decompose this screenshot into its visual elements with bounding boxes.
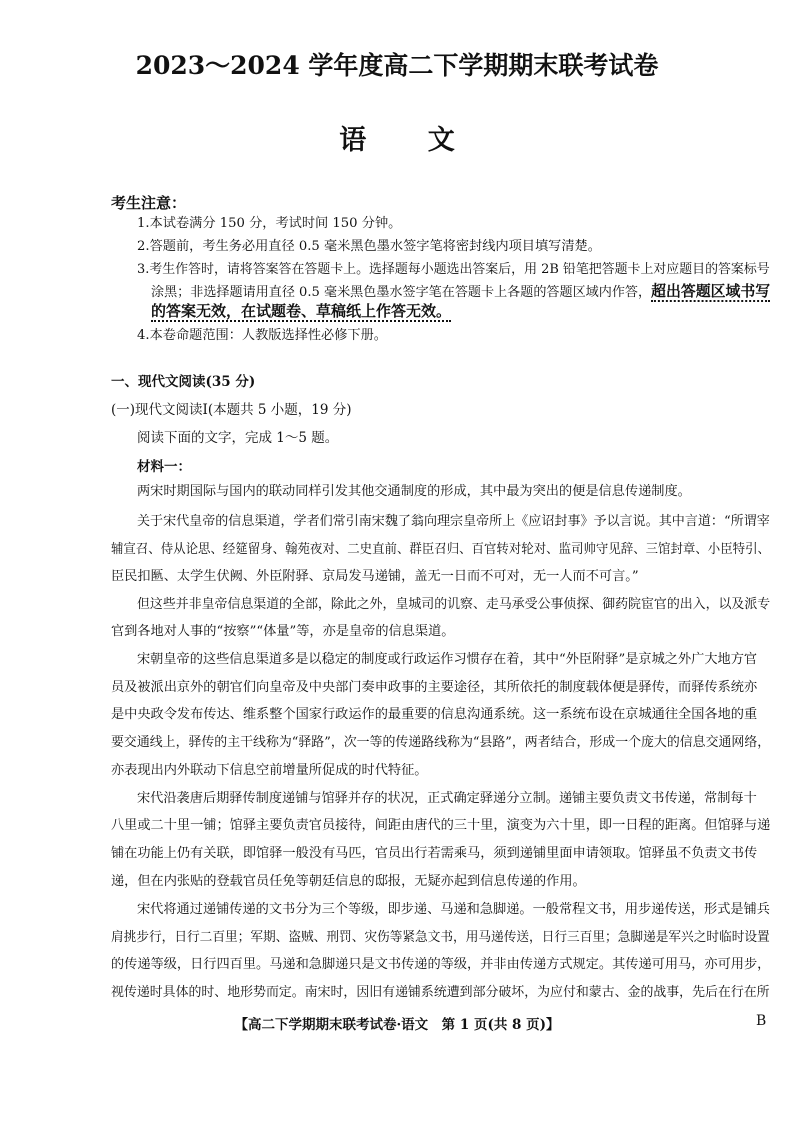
notice-item-3: 3.考生作答时，请将答案答在答题卡上。选择题每小题选出答案后，用 2B 铅笔把答题卡上对应题目的答案标号 <box>137 262 770 277</box>
notice-item-4: 4.本卷命题范围：人教版选择性必修下册。 <box>137 328 387 343</box>
body-line: 亦表现出内外联动下信息空前增量所促成的时代特征。 <box>111 763 428 778</box>
section-heading: 一、现代文阅读(35 分) <box>111 374 256 390</box>
material-label: 材料一： <box>137 459 191 475</box>
body-line: 官到各地对人事的“按察”“体量”等，亦是皇帝的信息渠道。 <box>111 624 455 639</box>
body-line: 视传递时具体的时、地形势而定。南宋时，因旧有递铺系统遭到部分破坏，为应付和蒙古、金的战事，先后在行在所 <box>111 985 770 1000</box>
body-line: 八里或二十里一铺；馆驿主要负责官员接待，间距由唐代的三十里，演变为六十里，即一日程的距离。但馆驿与递 <box>111 818 771 833</box>
notice-item-2: 2.答题前，考生务必用直径 0.5 毫米黑色墨水签字笔将密封线内项目填写清楚。 <box>137 239 601 254</box>
notice-item-1: 1.本试卷满分 150 分，考试时间 150 分钟。 <box>137 216 402 231</box>
notice-item-3-normal: 涂黑；非选择题请用直径 0.5 毫米黑色墨水签字笔在答题卡上各题的答题区域内作答， <box>151 285 652 300</box>
notice-item-3-emphasis: 超出答题区域书写 <box>651 282 771 300</box>
subject-title: 语 文 <box>339 125 481 156</box>
sub-heading: (一)现代文阅读Ⅰ(本题共 5 小题，19 分) <box>111 402 352 418</box>
notice-item-3-emphasis-2: 的答案无效，在试题卷、草稿纸上作答无效。 <box>151 302 452 320</box>
reading-instruction: 阅读下面的文字，完成 1～5 题。 <box>137 430 339 446</box>
body-line: 宋代沿袭唐后期驿传制度递铺与馆驿并存的状况，正式确定驿递分立制。递铺主要负责文书传递，常制每十 <box>137 791 757 806</box>
body-line: 员及被派出京外的朝官们向皇帝及中央部门奏申政事的主要途径，其所依托的制度载体便是驿传，而驿传系统亦 <box>111 680 758 695</box>
body-line: 肩挑步行，日行二百里；军期、盗贼、刑罚、灾伤等紧急文书，用马递传送，日行三百里；急脚递是军兴之时临时设置 <box>111 930 770 945</box>
notice-item-3-cont2 <box>151 300 451 324</box>
body-line: 宋代将通过递铺传递的文书分为三个等级，即步递、马递和急脚递。一般常程文书，用步递传送，形式是铺兵 <box>137 902 770 917</box>
body-line: 辅宣召、侍从论思、经筵留身、翰苑夜对、二史直前、群臣召归、百官转对轮对、监司帅守见辞、三馆封章、小臣特引、 <box>111 542 770 557</box>
body-line: 两宋时期国际与国内的联动同样引发其他交通制度的形成，其中最为突出的便是信息传递制度。 <box>137 484 691 499</box>
notice-heading: 考生注意： <box>111 194 187 212</box>
body-line: 关于宋代皇帝的信息渠道，学者们常引南宋魏了翁向理宗皇帝所上《应诏封事》予以言说。其中言道：“所谓宰 <box>137 514 770 529</box>
body-line: 要交通线上，驿传的主干线称为“驿路”，次一等的传递路线称为“县路”，两者结合，形成一个庞大的信息交通网络， <box>111 735 771 750</box>
body-line: 是中央政令发布传达、维系整个国家行政运作的最重要的信息沟通系统。这一系统布设在京城通往全国各地的重 <box>111 707 758 722</box>
body-line: 递，但在内张贴的登载官员任免等朝廷信息的邸报，无疑亦起到信息传递的作用。 <box>111 874 586 889</box>
body-line: 臣民扣匦、太学生伏阙、外臣附驿、京局发马递铺，盖无一日而不可对，无一人而不可言。” <box>111 569 639 584</box>
body-line: 但这些并非皇帝信息渠道的全部，除此之外，皇城司的讥察、走马承受公事侦探、御药院宦官的出入，以及派专 <box>137 597 771 612</box>
page-footer: 【高二下学期期末联考试卷·语文 第 1 页(共 8 页)】 <box>234 1017 560 1033</box>
version-code: B <box>756 1013 767 1029</box>
body-line: 的传递等级，日行四百里。马递和急脚递只是文书传递的等级，并非由传递方式规定。其传递可用马，亦可用步， <box>111 957 771 972</box>
exam-title: 2023～2024 学年度高二下学期期末联考试卷 <box>135 51 659 80</box>
body-line: 宋朝皇帝的这些信息渠道多是以稳定的制度或行政运作习惯存在着，其中“外臣附驿”是京城之外广大地方官 <box>137 652 758 667</box>
body-line: 铺在功能上仍有关联，即馆驿一般没有马匹，官员出行若需乘马，须到递铺里面申请领取。馆驿虽不负责文书传 <box>111 846 758 861</box>
